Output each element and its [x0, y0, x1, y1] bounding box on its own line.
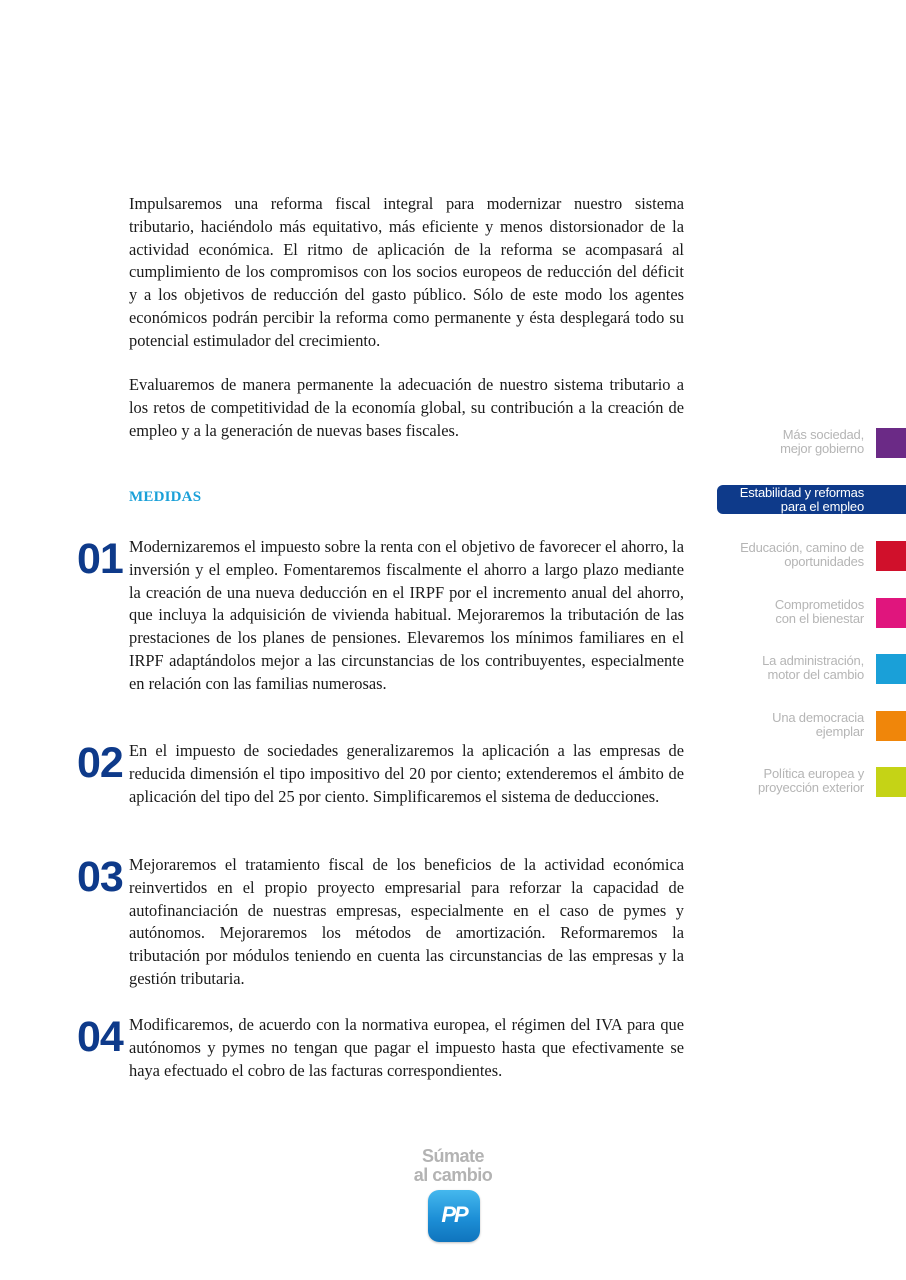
- slogan: Súmate al cambio: [413, 1146, 493, 1185]
- medidas-heading: MEDIDAS: [129, 489, 202, 505]
- sidebar-color-tab: [876, 541, 906, 571]
- sidebar-color-tab: [876, 598, 906, 628]
- measure-number: 01: [77, 535, 123, 583]
- sidebar-item-label: Educación, camino de oportunidades: [740, 540, 864, 569]
- measure-number: 02: [77, 739, 123, 787]
- measure-text: Modificaremos, de acuerdo con la normativa europea, el régimen del IVA para que autónomos y pymes no tengan que pagar el impuesto hasta que efectivamente se haya efectuado el cobro de las facturas correspondientes.: [129, 1015, 684, 1080]
- sidebar-color-tab: [876, 767, 906, 797]
- pp-logo-icon: [428, 1190, 480, 1242]
- sidebar-color-tab: [876, 428, 906, 458]
- measure-text: Modernizaremos el impuesto sobre la renta con el objetivo de favorecer el ahorro, la inversión y el empleo. Fomentaremos fiscalmente el ahorro a largo plazo mediante la creación de una nueva deducción en el IRPF por el incremento anual del ahorro, que incluya la adquisición de vivienda habitual. Mejoraremos la tributación de las prestaciones de los planes de pensiones. Elevaremos los mínimos familiares en el IRPF adaptándolos mejor a las circunstancias de los contribuyentes, especialmente en relación con las familias numerosas.: [129, 537, 684, 693]
- intro-paragraph-1: Impulsaremos una reforma fiscal integral para modernizar nuestro sistema tributario, haciéndolo más equitativo, más eficiente y menos distorsionador de la actividad económica. El ritmo de aplicación de la reforma se acompasará al cumplimiento de los compromisos con los socios europeos de reducción del déficit y a los objetivos de reducción del gasto público. Sólo de este modo los agentes económicos podrán percibir la reforma como permanente y ésta desplegará todo su potencial estimulador del crecimiento.: [129, 194, 684, 350]
- sidebar-item-label: La administración, motor del cambio: [762, 653, 864, 682]
- measure-number: 04: [77, 1013, 123, 1061]
- sidebar-item-label: Estabilidad y reformas para el empleo: [739, 485, 864, 514]
- sidebar-color-tab: [876, 711, 906, 741]
- sidebar-item-bienestar[interactable]: [706, 598, 906, 628]
- sidebar-item-label: Más sociedad, mejor gobierno: [780, 427, 864, 456]
- measure-text: En el impuesto de sociedades generalizaremos la aplicación a las empresas de reducida dimensión el tipo impositivo del 20 por ciento; extenderemos el ámbito de aplicación del tipo del 25 por ciento. Simplificaremos el sistema de deducciones.: [129, 741, 684, 806]
- sidebar-item-administracion[interactable]: [706, 654, 906, 684]
- sidebar-item-label: Una democracia ejemplar: [772, 710, 864, 739]
- sidebar-color-tab: [876, 654, 906, 684]
- measure-number: 03: [77, 853, 123, 901]
- sidebar-item-democracia[interactable]: [706, 711, 906, 741]
- sidebar-item-politica-europea[interactable]: [706, 767, 906, 797]
- measure-text: Mejoraremos el tratamiento fiscal de los beneficios de la actividad económica reinvertidos en el propio proyecto empresarial para reforzar la capacidad de autofinanciación de nuestras empresas, especialmente en el caso de pymes y autónomos. Mejoraremos los métodos de amortización. Reformaremos la tributación por módulos teniendo en cuenta las circunstancias de las empresas y la gestión tributaria.: [129, 855, 684, 988]
- sidebar-item-label: Política europea y proyección exterior: [757, 766, 864, 795]
- sidebar-item-educacion[interactable]: [706, 541, 906, 571]
- sidebar-item-mas-sociedad[interactable]: [706, 428, 906, 458]
- sidebar-item-estabilidad[interactable]: [716, 485, 906, 514]
- sidebar-item-label: Comprometidos con el bienestar: [774, 597, 864, 626]
- intro-paragraph-2: Evaluaremos de manera permanente la adecuación de nuestro sistema tributario a los retos de competitividad de la economía global, su contribución a la creación de empleo y a la generación de nuevas bases fiscales.: [129, 375, 684, 440]
- logo-text: PP: [441, 1202, 467, 1227]
